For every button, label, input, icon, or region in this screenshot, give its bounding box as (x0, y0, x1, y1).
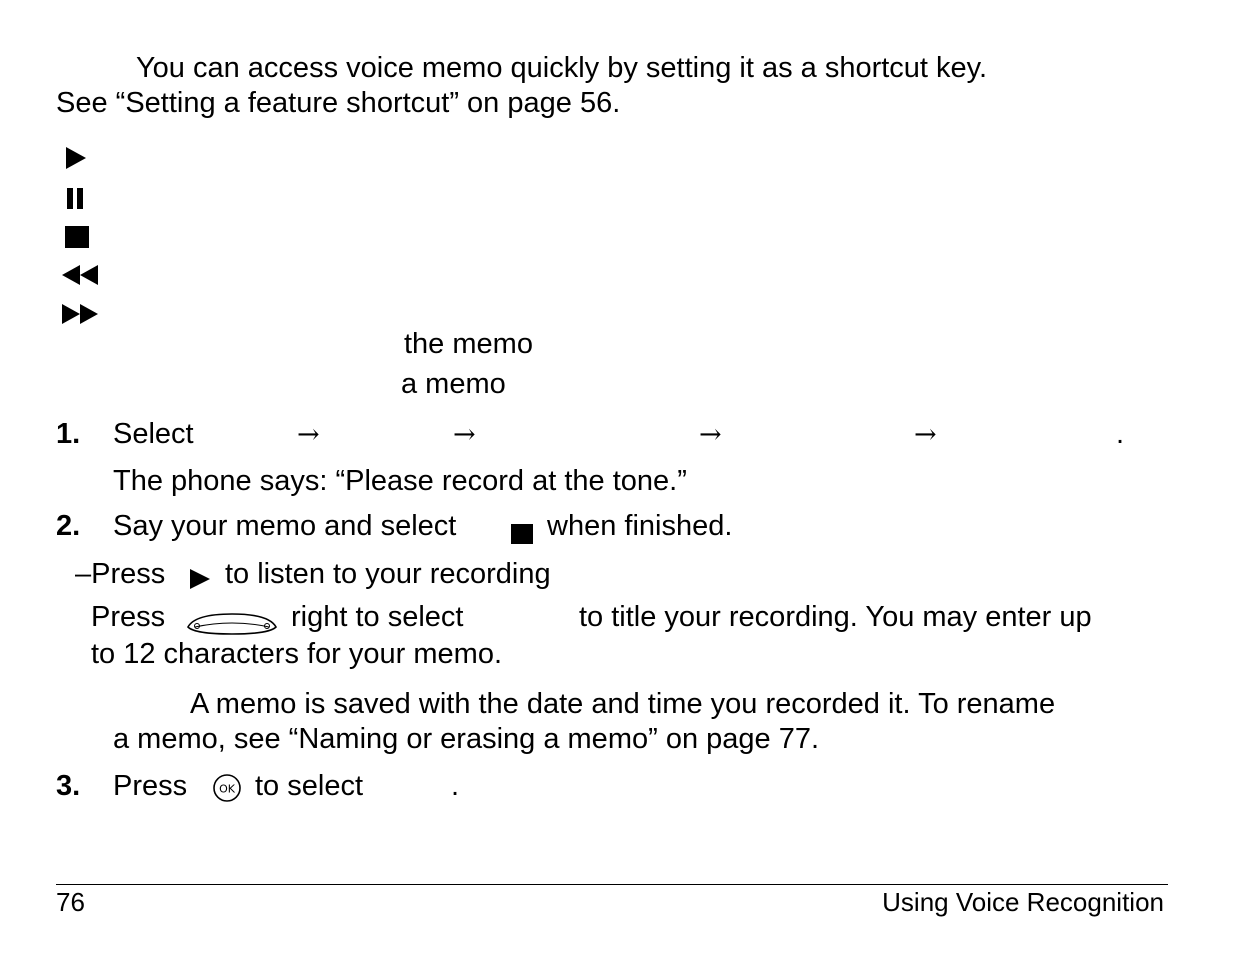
listen-text-before: –Press (75, 558, 166, 590)
fast-forward-icon (62, 299, 102, 329)
step-2-number: 2. (56, 510, 81, 542)
step-3-period: . (451, 770, 460, 802)
title-text-line-2: to 12 characters for your memo. (91, 638, 502, 670)
stop-icon (510, 522, 536, 546)
stop-icon (62, 223, 102, 253)
footer-section-title: Using Voice Recognition (882, 887, 1164, 917)
page-number: 76 (56, 887, 85, 917)
note-line-1: A memo is saved with the date and time you recorded it. To rename (190, 688, 1056, 720)
control-text-the-memo: the memo (404, 328, 533, 360)
footer-divider (56, 884, 1168, 885)
title-text-after: to title your recording. You may enter up (579, 601, 1092, 633)
menu-arrow-1: → (297, 419, 320, 450)
menu-arrow-4: → (914, 419, 937, 450)
step-2-text-after: when finished. (547, 510, 733, 542)
menu-arrow-3: → (699, 419, 722, 450)
step-1-text: Select (113, 418, 194, 450)
title-text-middle: right to select (291, 601, 464, 633)
step-3-number: 3. (56, 770, 81, 802)
rewind-icon (62, 260, 102, 290)
play-icon (62, 143, 102, 173)
menu-arrow-2: → (453, 419, 476, 450)
step-3-text-after: to select (255, 770, 363, 802)
intro-line-2: See “Setting a feature shortcut” on page 56. (56, 87, 621, 119)
svg-text:OK: OK (219, 782, 235, 796)
play-icon (188, 567, 214, 591)
ok-key-icon (210, 772, 244, 804)
intro-line-1: You can access voice memo quickly by setting it as a shortcut key. (136, 52, 988, 84)
step-3-text-before: Press (113, 770, 188, 802)
step-1-sub: The phone says: “Please record at the tone.” (113, 465, 687, 497)
step-1-number: 1. (56, 418, 81, 450)
title-text-before: Press (91, 601, 166, 633)
navigation-key-icon (185, 609, 279, 637)
step-1-period: . (1116, 418, 1125, 450)
listen-text-after: to listen to your recording (225, 558, 551, 590)
note-line-2: a memo, see “Naming or erasing a memo” on page 77. (113, 723, 820, 755)
control-text-a-memo: a memo (401, 368, 506, 400)
pause-icon (62, 184, 102, 214)
step-2-text-before: Say your memo and select (113, 510, 457, 542)
